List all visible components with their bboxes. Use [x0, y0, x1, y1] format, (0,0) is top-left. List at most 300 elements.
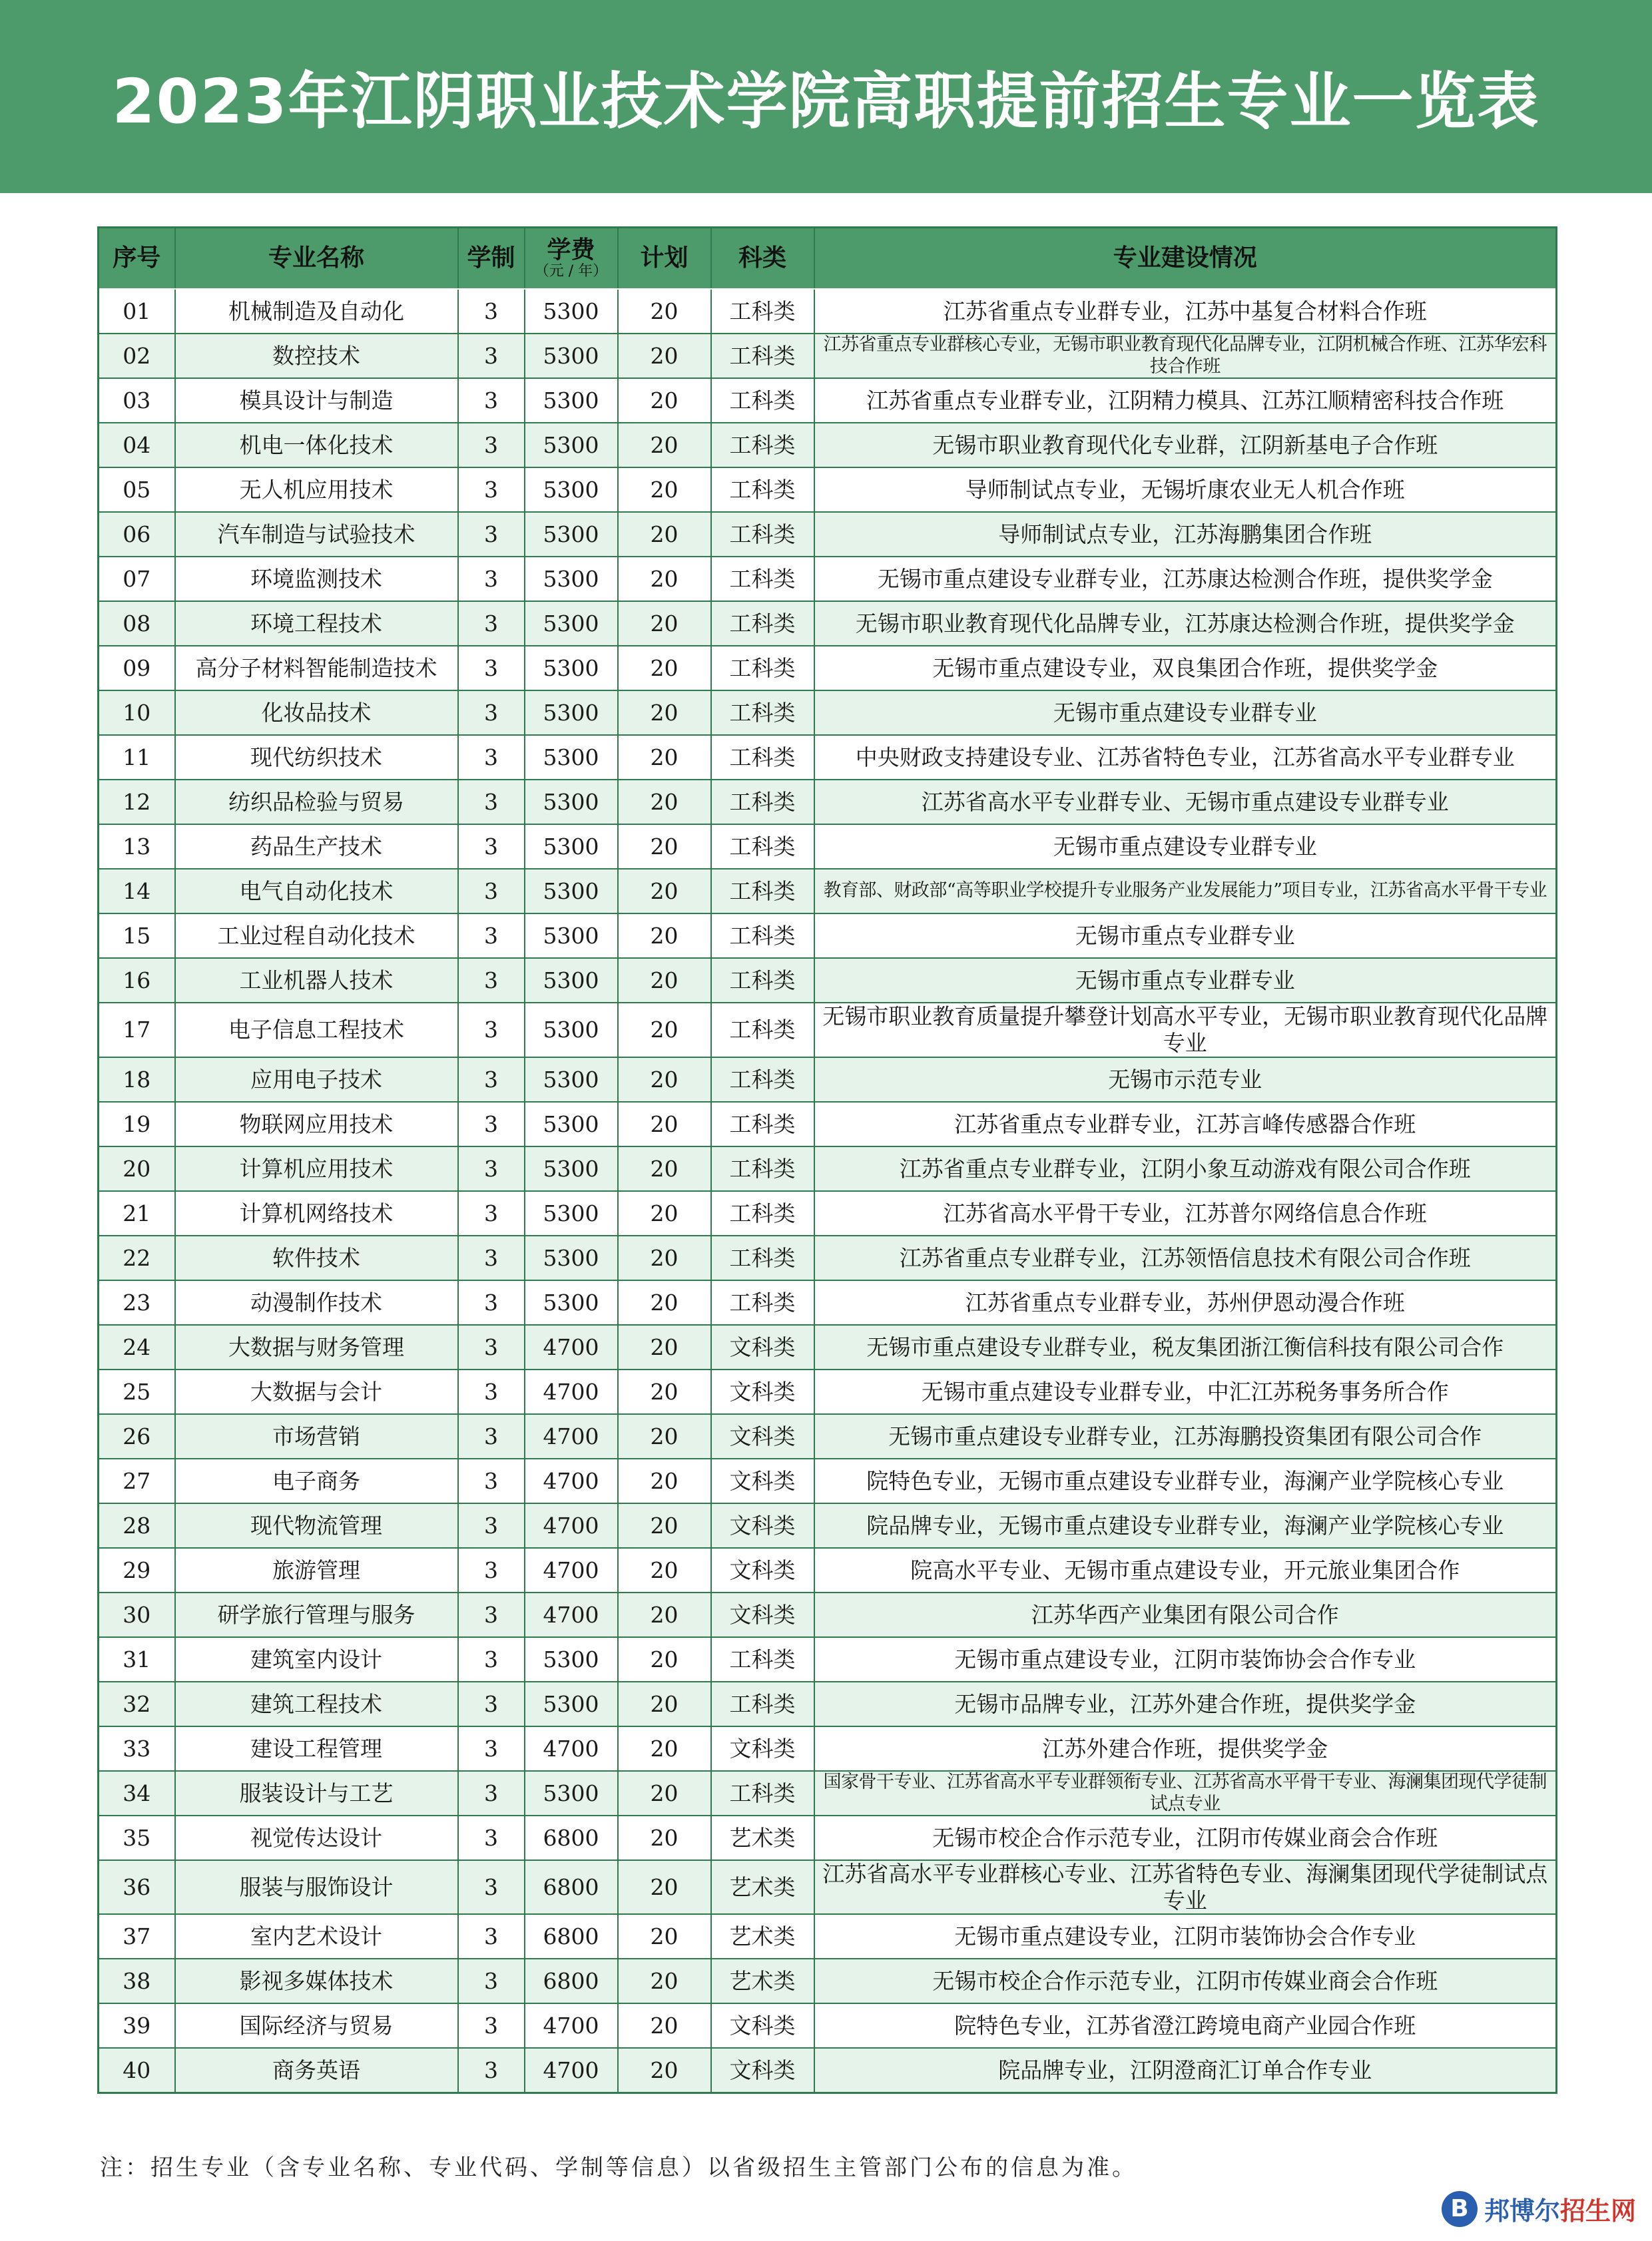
cell-desc: 江苏省重点专业群专业，江苏领悟信息技术有限公司合作班: [814, 1236, 1557, 1280]
cell-plan: 20: [618, 1003, 711, 1057]
cell-fee: 5300: [525, 1682, 618, 1726]
table-row: [99, 1280, 1557, 1325]
table-row: [99, 1548, 1557, 1593]
cell-no: 05: [99, 467, 175, 512]
cell-name: 应用电子技术: [175, 1057, 458, 1102]
cell-no: 31: [99, 1637, 175, 1682]
cell-plan: 20: [618, 1191, 711, 1236]
cell-desc: 导师制试点专业，江苏海鹏集团合作班: [814, 512, 1557, 557]
cell-years: 3: [458, 646, 525, 690]
cell-plan: 20: [618, 1860, 711, 1914]
header-name: 专业名称: [175, 228, 458, 290]
logo-text-a: 邦博尔: [1484, 2196, 1560, 2226]
header-no: 序号: [99, 228, 175, 290]
cell-fee: 5300: [525, 958, 618, 1003]
cell-fee: 4700: [525, 2003, 618, 2048]
logo-mark-icon: B: [1442, 2191, 1478, 2227]
table-row: [99, 1860, 1557, 1914]
cell-category: 文科类: [711, 1503, 814, 1548]
table-row: [99, 1726, 1557, 1771]
major-table-container: [97, 226, 1555, 2094]
cell-name: 药品生产技术: [175, 824, 458, 869]
table-row: [99, 1503, 1557, 1548]
cell-fee: 5300: [525, 1280, 618, 1325]
cell-fee: 5300: [525, 1771, 618, 1816]
table-row: [99, 1771, 1557, 1816]
table-row: [99, 913, 1557, 958]
cell-years: 3: [458, 735, 525, 780]
cell-category: 文科类: [711, 2048, 814, 2093]
cell-name: 汽车制造与试验技术: [175, 512, 458, 557]
cell-no: 16: [99, 958, 175, 1003]
table-row: [99, 378, 1557, 423]
cell-years: 3: [458, 1816, 525, 1860]
header-category: 科类: [711, 228, 814, 290]
table-row: [99, 869, 1557, 913]
header-plan: 计划: [618, 228, 711, 290]
cell-category: 工科类: [711, 690, 814, 735]
cell-name: 数控技术: [175, 334, 458, 378]
cell-category: 工科类: [711, 913, 814, 958]
cell-plan: 20: [618, 467, 711, 512]
table-row: [99, 1959, 1557, 2003]
cell-plan: 20: [618, 1102, 711, 1146]
cell-no: 04: [99, 423, 175, 467]
cell-no: 23: [99, 1280, 175, 1325]
table-row: [99, 690, 1557, 735]
cell-fee: 5300: [525, 869, 618, 913]
cell-name: 影视多媒体技术: [175, 1959, 458, 2003]
cell-years: 3: [458, 1414, 525, 1459]
cell-desc: 江苏省重点专业群专业，江阴小象互动游戏有限公司合作班: [814, 1146, 1557, 1191]
cell-no: 18: [99, 1057, 175, 1102]
cell-plan: 20: [618, 1236, 711, 1280]
cell-plan: 20: [618, 601, 711, 646]
table-row: [99, 646, 1557, 690]
cell-name: 市场营销: [175, 1414, 458, 1459]
cell-fee: 5300: [525, 735, 618, 780]
cell-name: 机械制造及自动化: [175, 289, 458, 334]
cell-no: 24: [99, 1325, 175, 1370]
cell-plan: 20: [618, 1325, 711, 1370]
cell-category: 艺术类: [711, 1860, 814, 1914]
cell-desc: 无锡市职业教育质量提升攀登计划高水平专业，无锡市职业教育现代化品牌专业: [814, 1003, 1557, 1057]
cell-name: 电子信息工程技术: [175, 1003, 458, 1057]
table-row: [99, 958, 1557, 1003]
header-fee: [525, 228, 618, 290]
cell-category: 工科类: [711, 334, 814, 378]
cell-desc: 院品牌专业，无锡市重点建设专业群专业，海澜产业学院核心专业: [814, 1503, 1557, 1548]
cell-desc: 导师制试点专业，无锡圻康农业无人机合作班: [814, 467, 1557, 512]
cell-category: 艺术类: [711, 1959, 814, 2003]
cell-years: 3: [458, 1503, 525, 1548]
cell-years: 3: [458, 467, 525, 512]
cell-name: 现代纺织技术: [175, 735, 458, 780]
cell-fee: 5300: [525, 1191, 618, 1236]
cell-years: 3: [458, 1548, 525, 1593]
table-row: [99, 467, 1557, 512]
cell-category: 工科类: [711, 869, 814, 913]
cell-name: 视觉传达设计: [175, 1816, 458, 1860]
cell-category: 工科类: [711, 1771, 814, 1816]
cell-plan: 20: [618, 334, 711, 378]
cell-name: 电气自动化技术: [175, 869, 458, 913]
cell-plan: 20: [618, 1146, 711, 1191]
cell-plan: 20: [618, 1370, 711, 1414]
cell-no: 03: [99, 378, 175, 423]
table-row: [99, 1914, 1557, 1959]
table-row: [99, 512, 1557, 557]
cell-plan: 20: [618, 1726, 711, 1771]
cell-fee: 5300: [525, 646, 618, 690]
cell-years: 3: [458, 1057, 525, 1102]
cell-fee: 5300: [525, 1102, 618, 1146]
cell-desc: 无锡市品牌专业，江苏外建合作班，提供奖学金: [814, 1682, 1557, 1726]
cell-no: 30: [99, 1593, 175, 1637]
cell-no: 14: [99, 869, 175, 913]
cell-no: 37: [99, 1914, 175, 1959]
cell-no: 19: [99, 1102, 175, 1146]
cell-category: 工科类: [711, 780, 814, 824]
cell-no: 13: [99, 824, 175, 869]
cell-fee: 5300: [525, 1236, 618, 1280]
cell-name: 建设工程管理: [175, 1726, 458, 1771]
header-desc: 专业建设情况: [814, 228, 1557, 290]
cell-no: 36: [99, 1860, 175, 1914]
cell-years: 3: [458, 780, 525, 824]
table-row: [99, 601, 1557, 646]
cell-name: 工业机器人技术: [175, 958, 458, 1003]
cell-years: 3: [458, 1146, 525, 1191]
cell-fee: 5300: [525, 1637, 618, 1682]
cell-fee: 4700: [525, 1325, 618, 1370]
table-row: [99, 1816, 1557, 1860]
table-row: [99, 1236, 1557, 1280]
major-table: [97, 226, 1557, 2094]
cell-years: 3: [458, 869, 525, 913]
cell-no: 21: [99, 1191, 175, 1236]
cell-no: 12: [99, 780, 175, 824]
cell-desc: 无锡市重点专业群专业: [814, 958, 1557, 1003]
cell-plan: 20: [618, 1280, 711, 1325]
table-row: [99, 423, 1557, 467]
cell-name: 服装与服饰设计: [175, 1860, 458, 1914]
cell-fee: 4700: [525, 1593, 618, 1637]
cell-years: 3: [458, 1726, 525, 1771]
cell-name: 模具设计与制造: [175, 378, 458, 423]
cell-plan: 20: [618, 2003, 711, 2048]
cell-category: 工科类: [711, 824, 814, 869]
cell-category: 文科类: [711, 1370, 814, 1414]
cell-desc: 院特色专业，江苏省澄江跨境电商产业园合作班: [814, 2003, 1557, 2048]
cell-name: 物联网应用技术: [175, 1102, 458, 1146]
page-title: 2023年江阴职业技术学院高职提前招生专业一览表: [112, 66, 1540, 137]
cell-fee: 4700: [525, 1503, 618, 1548]
cell-no: 26: [99, 1414, 175, 1459]
cell-name: 环境工程技术: [175, 601, 458, 646]
cell-desc: 无锡市校企合作示范专业，江阴市传媒业商会合作班: [814, 1959, 1557, 2003]
cell-desc: 江苏省重点专业群专业，江阴精力模具、江苏江顺精密科技合作班: [814, 378, 1557, 423]
cell-years: 3: [458, 1682, 525, 1726]
cell-fee: 5300: [525, 423, 618, 467]
cell-name: 旅游管理: [175, 1548, 458, 1593]
cell-years: 3: [458, 601, 525, 646]
cell-name: 建筑工程技术: [175, 1682, 458, 1726]
cell-years: 3: [458, 1459, 525, 1503]
cell-no: 02: [99, 334, 175, 378]
cell-category: 工科类: [711, 1057, 814, 1102]
table-body: [99, 289, 1557, 2093]
cell-plan: 20: [618, 869, 711, 913]
table-row: [99, 2048, 1557, 2093]
cell-category: 艺术类: [711, 1914, 814, 1959]
cell-name: 化妆品技术: [175, 690, 458, 735]
cell-years: 3: [458, 1860, 525, 1914]
cell-no: 20: [99, 1146, 175, 1191]
cell-years: 3: [458, 1003, 525, 1057]
cell-category: 文科类: [711, 1593, 814, 1637]
cell-desc: 无锡市重点建设专业群专业，税友集团浙江衡信科技有限公司合作: [814, 1325, 1557, 1370]
cell-plan: 20: [618, 1548, 711, 1593]
table-row: [99, 1414, 1557, 1459]
cell-no: 10: [99, 690, 175, 735]
cell-name: 室内艺术设计: [175, 1914, 458, 1959]
cell-no: 27: [99, 1459, 175, 1503]
table-row: [99, 1191, 1557, 1236]
cell-plan: 20: [618, 378, 711, 423]
cell-fee: 6800: [525, 1914, 618, 1959]
cell-fee: 4700: [525, 2048, 618, 2093]
cell-desc: 江苏省重点专业群专业，江苏言峰传感器合作班: [814, 1102, 1557, 1146]
cell-name: 大数据与会计: [175, 1370, 458, 1414]
cell-fee: 4700: [525, 1548, 618, 1593]
cell-desc: 无锡市校企合作示范专业，江阴市传媒业商会合作班: [814, 1816, 1557, 1860]
cell-no: 08: [99, 601, 175, 646]
cell-name: 电子商务: [175, 1459, 458, 1503]
cell-no: 35: [99, 1816, 175, 1860]
table-row: [99, 1459, 1557, 1503]
cell-category: 文科类: [711, 1459, 814, 1503]
cell-no: 09: [99, 646, 175, 690]
table-row: [99, 1003, 1557, 1057]
cell-no: 29: [99, 1548, 175, 1593]
cell-name: 国际经济与贸易: [175, 2003, 458, 2048]
cell-no: 22: [99, 1236, 175, 1280]
cell-plan: 20: [618, 512, 711, 557]
cell-fee: 6800: [525, 1959, 618, 2003]
cell-no: 39: [99, 2003, 175, 2048]
cell-fee: 5300: [525, 780, 618, 824]
cell-no: 01: [99, 289, 175, 334]
cell-years: 3: [458, 824, 525, 869]
cell-desc: 无锡市重点建设专业群专业: [814, 690, 1557, 735]
cell-plan: 20: [618, 1771, 711, 1816]
cell-plan: 20: [618, 690, 711, 735]
cell-desc: 无锡市重点建设专业，江阴市装饰协会合作专业: [814, 1914, 1557, 1959]
cell-plan: 20: [618, 557, 711, 601]
cell-plan: 20: [618, 1682, 711, 1726]
cell-no: 40: [99, 2048, 175, 2093]
cell-fee: 6800: [525, 1816, 618, 1860]
cell-years: 3: [458, 2003, 525, 2048]
cell-category: 工科类: [711, 1682, 814, 1726]
cell-fee: 5300: [525, 378, 618, 423]
site-logo[interactable]: [1442, 2190, 1636, 2227]
cell-years: 3: [458, 1771, 525, 1816]
cell-years: 3: [458, 1593, 525, 1637]
cell-plan: 20: [618, 289, 711, 334]
cell-years: 3: [458, 1914, 525, 1959]
cell-name: 动漫制作技术: [175, 1280, 458, 1325]
cell-plan: 20: [618, 1503, 711, 1548]
cell-desc: 院特色专业，无锡市重点建设专业群专业，海澜产业学院核心专业: [814, 1459, 1557, 1503]
cell-years: 3: [458, 1236, 525, 1280]
cell-name: 工业过程自动化技术: [175, 913, 458, 958]
cell-name: 机电一体化技术: [175, 423, 458, 467]
cell-plan: 20: [618, 1637, 711, 1682]
cell-no: 15: [99, 913, 175, 958]
cell-name: 服装设计与工艺: [175, 1771, 458, 1816]
cell-plan: 20: [618, 1959, 711, 2003]
cell-desc: 无锡市职业教育现代化专业群，江阴新基电子合作班: [814, 423, 1557, 467]
cell-plan: 20: [618, 1593, 711, 1637]
cell-name: 无人机应用技术: [175, 467, 458, 512]
cell-plan: 20: [618, 958, 711, 1003]
cell-years: 3: [458, 1102, 525, 1146]
cell-category: 工科类: [711, 735, 814, 780]
title-banner: [0, 0, 1652, 193]
cell-name: 软件技术: [175, 1236, 458, 1280]
cell-category: 工科类: [711, 378, 814, 423]
cell-fee: 4700: [525, 1414, 618, 1459]
cell-years: 3: [458, 423, 525, 467]
cell-plan: 20: [618, 1414, 711, 1459]
cell-plan: 20: [618, 1816, 711, 1860]
header-fee-label: 学费: [547, 236, 595, 264]
table-row: [99, 1146, 1557, 1191]
cell-desc: 江苏外建合作班，提供奖学金: [814, 1726, 1557, 1771]
cell-desc: 无锡市重点建设专业群专业，中汇江苏税务事务所合作: [814, 1370, 1557, 1414]
cell-fee: 5300: [525, 467, 618, 512]
cell-years: 3: [458, 1325, 525, 1370]
cell-no: 17: [99, 1003, 175, 1057]
cell-category: 文科类: [711, 2003, 814, 2048]
cell-no: 25: [99, 1370, 175, 1414]
cell-desc: 无锡市示范专业: [814, 1057, 1557, 1102]
table-row: [99, 1370, 1557, 1414]
cell-fee: 5300: [525, 824, 618, 869]
cell-fee: 5300: [525, 913, 618, 958]
cell-category: 工科类: [711, 423, 814, 467]
cell-name: 现代物流管理: [175, 1503, 458, 1548]
cell-desc: 江苏省高水平专业群专业、无锡市重点建设专业群专业: [814, 780, 1557, 824]
cell-years: 3: [458, 1280, 525, 1325]
cell-desc: 无锡市职业教育现代化品牌专业，江苏康达检测合作班，提供奖学金: [814, 601, 1557, 646]
cell-years: 3: [458, 334, 525, 378]
cell-fee: 5300: [525, 601, 618, 646]
cell-fee: 5300: [525, 690, 618, 735]
table-row: [99, 1325, 1557, 1370]
cell-plan: 20: [618, 735, 711, 780]
cell-years: 3: [458, 289, 525, 334]
cell-plan: 20: [618, 913, 711, 958]
cell-desc: 江苏省重点专业群专业，苏州伊恩动漫合作班: [814, 1280, 1557, 1325]
cell-no: 07: [99, 557, 175, 601]
cell-desc: 江苏省重点专业群核心专业，无锡市职业教育现代化品牌专业，江阴机械合作班、江苏华宏科技合作班: [814, 334, 1557, 378]
header-fee-unit: （元 / 年）: [534, 262, 608, 280]
cell-name: 建筑室内设计: [175, 1637, 458, 1682]
cell-plan: 20: [618, 2048, 711, 2093]
table-row: [99, 1057, 1557, 1102]
cell-desc: 院品牌专业，江阴澄商汇订单合作专业: [814, 2048, 1557, 2093]
cell-plan: 20: [618, 646, 711, 690]
cell-years: 3: [458, 1959, 525, 2003]
cell-desc: 江苏省高水平骨干专业，江苏普尔网络信息合作班: [814, 1191, 1557, 1236]
cell-name: 研学旅行管理与服务: [175, 1593, 458, 1637]
cell-category: 工科类: [711, 601, 814, 646]
cell-category: 文科类: [711, 1548, 814, 1593]
cell-desc: 江苏华西产业集团有限公司合作: [814, 1593, 1557, 1637]
cell-plan: 20: [618, 1459, 711, 1503]
cell-category: 工科类: [711, 1003, 814, 1057]
cell-years: 3: [458, 913, 525, 958]
cell-no: 33: [99, 1726, 175, 1771]
cell-plan: 20: [618, 423, 711, 467]
table-row: [99, 557, 1557, 601]
cell-category: 文科类: [711, 1414, 814, 1459]
table-row: [99, 289, 1557, 334]
cell-category: 工科类: [711, 1280, 814, 1325]
cell-no: 34: [99, 1771, 175, 1816]
cell-category: 文科类: [711, 1726, 814, 1771]
cell-no: 28: [99, 1503, 175, 1548]
cell-category: 工科类: [711, 958, 814, 1003]
table-row: [99, 1637, 1557, 1682]
table-row: [99, 824, 1557, 869]
cell-category: 工科类: [711, 1191, 814, 1236]
cell-category: 工科类: [711, 289, 814, 334]
cell-fee: 5300: [525, 1003, 618, 1057]
cell-desc: 中央财政支持建设专业、江苏省特色专业，江苏省高水平专业群专业: [814, 735, 1557, 780]
cell-desc: 院高水平专业、无锡市重点建设专业，开元旅业集团合作: [814, 1548, 1557, 1593]
cell-no: 38: [99, 1959, 175, 2003]
cell-years: 3: [458, 512, 525, 557]
cell-fee: 4700: [525, 1726, 618, 1771]
cell-plan: 20: [618, 1057, 711, 1102]
cell-years: 3: [458, 958, 525, 1003]
table-row: [99, 780, 1557, 824]
cell-years: 3: [458, 378, 525, 423]
cell-name: 计算机网络技术: [175, 1191, 458, 1236]
header-years: 学制: [458, 228, 525, 290]
cell-desc: 无锡市重点建设专业，双良集团合作班，提供奖学金: [814, 646, 1557, 690]
cell-desc: 江苏省高水平专业群核心专业、江苏省特色专业、海澜集团现代学徒制试点专业: [814, 1860, 1557, 1914]
cell-years: 3: [458, 690, 525, 735]
cell-category: 工科类: [711, 1102, 814, 1146]
cell-desc: 无锡市重点专业群专业: [814, 913, 1557, 958]
cell-no: 11: [99, 735, 175, 780]
cell-years: 3: [458, 2048, 525, 2093]
footnote: 注：招生专业（含专业名称、专业代码、学制等信息）以省级招生主管部门公布的信息为准。: [100, 2154, 1137, 2181]
cell-desc: 教育部、财政部“高等职业学校提升专业服务产业发展能力”项目专业，江苏省高水平骨干专业: [814, 869, 1557, 913]
cell-desc: 江苏省重点专业群专业，江苏中基复合材料合作班: [814, 289, 1557, 334]
cell-fee: 4700: [525, 1459, 618, 1503]
logo-text: [1484, 2190, 1636, 2227]
cell-category: 工科类: [711, 646, 814, 690]
cell-category: 工科类: [711, 1236, 814, 1280]
cell-category: 文科类: [711, 1325, 814, 1370]
cell-no: 06: [99, 512, 175, 557]
